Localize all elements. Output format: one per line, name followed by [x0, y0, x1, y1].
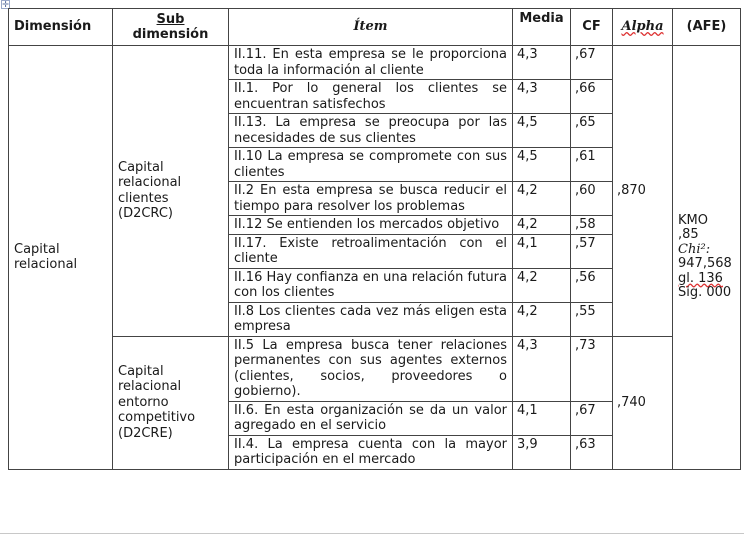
cf-cell: ,67: [571, 401, 613, 435]
cf-cell: ,66: [571, 80, 613, 114]
dimension-label-line: relacional: [14, 257, 78, 273]
cf-cell: ,63: [571, 435, 613, 469]
media-cell: 4,2: [513, 182, 571, 216]
subdimension-cell: [113, 336, 229, 469]
subdimension-label-line: (D2CRE): [118, 425, 173, 441]
table-body: [9, 46, 741, 470]
header-item: [229, 9, 513, 46]
media-cell: 4,5: [513, 148, 571, 182]
item-cell: II.6. En esta organización se da un valor agregado en el servicio: [229, 401, 513, 435]
media-cell: 4,1: [513, 401, 571, 435]
media-cell: 4,3: [513, 336, 571, 401]
media-cell: 4,3: [513, 46, 571, 80]
subdimension-label-line: Capital: [118, 363, 164, 379]
subdimension-label-line: entorno: [118, 394, 169, 410]
item-cell: II.4. La empresa cuenta con la mayor participación en el mercado: [229, 435, 513, 469]
header-dimension: Dimensión: [9, 9, 113, 46]
afe-kmo-value: ,85: [678, 227, 699, 243]
media-cell: 4,2: [513, 268, 571, 302]
item-cell: II.12 Se entienden los mercados objetivo: [229, 216, 513, 235]
afe-gl: gl. 136: [678, 270, 723, 286]
media-cell: 4,5: [513, 114, 571, 148]
alpha-cell: ,870: [613, 46, 673, 337]
table-row: [9, 336, 741, 401]
subdimension-cell: [113, 46, 229, 337]
cf-cell: ,58: [571, 216, 613, 235]
media-cell: 3,9: [513, 435, 571, 469]
subdimension-label-line: clientes: [118, 190, 169, 206]
afe-kmo-label: KMO: [678, 212, 708, 228]
item-cell: II.17. Existe retroalimentación con el cliente: [229, 234, 513, 268]
subdimension-label-line: competitivo: [118, 410, 196, 426]
cf-cell: ,57: [571, 234, 613, 268]
cf-cell: ,73: [571, 336, 613, 401]
media-cell: 4,1: [513, 234, 571, 268]
subdimension-label-line: relacional: [118, 379, 182, 395]
subdimension-label-line: relacional: [118, 175, 182, 191]
table-row: [9, 46, 741, 80]
afe-sig: Sig. 000: [678, 285, 732, 301]
item-cell: II.8 Los clientes cada vez más eligen esta empresa: [229, 302, 513, 336]
header-sub-line1: Sub: [156, 11, 185, 27]
header-afe: (AFE): [673, 9, 741, 46]
item-cell: II.16 Hay confianza en una relación futura con los clientes: [229, 268, 513, 302]
header-cf: CF: [571, 9, 613, 46]
afe-chi-label: Chi²:: [678, 241, 711, 257]
cf-cell: ,60: [571, 182, 613, 216]
subdimension-label-line: Capital: [118, 159, 164, 175]
item-cell: II.5 La empresa busca tener relaciones permanentes con sus agentes externos (clientes, socios, proveedores o gobierno).: [229, 336, 513, 401]
page-edge-divider: [0, 533, 744, 534]
table-move-handle-icon[interactable]: ✛: [2, 0, 9, 9]
media-cell: 4,3: [513, 80, 571, 114]
header-item-label: Ítem: [353, 19, 388, 35]
cf-cell: ,61: [571, 148, 613, 182]
dimension-cell: [9, 46, 113, 470]
header-subdimension: [113, 9, 229, 46]
alpha-cell: ,740: [613, 336, 673, 469]
item-cell: II.13. La empresa se preocupa por las necesidades de sus clientes: [229, 114, 513, 148]
results-table: [8, 8, 741, 470]
cf-cell: ,55: [571, 302, 613, 336]
media-cell: 4,2: [513, 216, 571, 235]
cf-cell: ,56: [571, 268, 613, 302]
afe-cell: [673, 46, 741, 470]
header-alpha: [613, 9, 673, 46]
subdimension-label-line: (D2CRC): [118, 206, 173, 222]
header-alpha-label: Alpha: [621, 19, 664, 35]
header-sub-line2: dimensión: [132, 27, 209, 42]
dimension-label-line: Capital: [14, 241, 60, 257]
media-cell: 4,2: [513, 302, 571, 336]
item-cell: II.2 En esta empresa se busca reducir el tiempo para resolver los problemas: [229, 182, 513, 216]
afe-chi-value: 947,568: [678, 256, 732, 272]
item-cell: II.1. Por lo general los clientes se encuentran satisfechos: [229, 80, 513, 114]
header-media: Media: [513, 9, 571, 46]
cf-cell: ,67: [571, 46, 613, 80]
item-cell: II.10 La empresa se compromete con sus clientes: [229, 148, 513, 182]
cf-cell: ,65: [571, 114, 613, 148]
item-cell: II.11. En esta empresa se le proporciona toda la información al cliente: [229, 46, 513, 80]
header-row: [9, 9, 741, 46]
